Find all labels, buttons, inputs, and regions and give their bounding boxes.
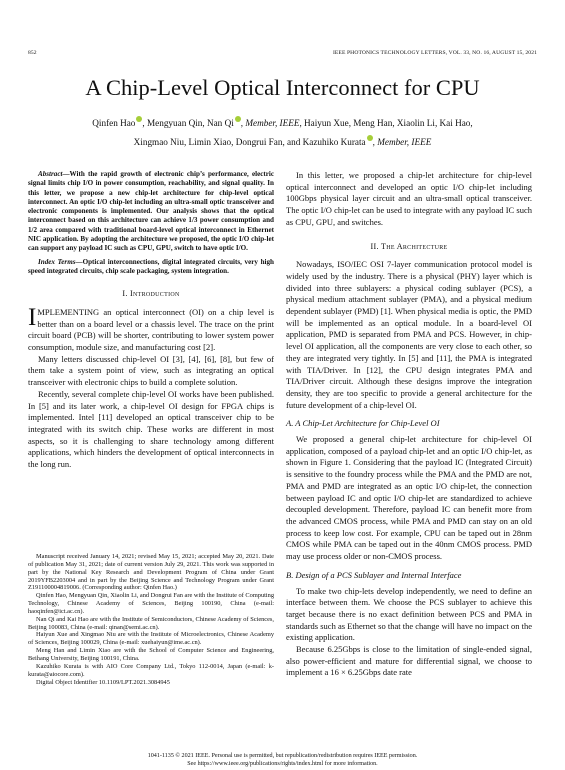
- intro-paragraph-1: [28, 303, 274, 354]
- architecture-paragraph-1: Nowadays, ISO/IEC OSI 7-layer communication protocol model is widely used by the industry. There is a physical (PHY) layer which is divided into three sublayers: a physical coding sublayer (PCS), a physical medium attachment sublayer (PMA), and a physical medium dependent sublayer (PMD) [1]. When physical media is optic, the PMD will be implemented as an optical module. In a board-level OI application, PMD is separated from PMA and PCS. However, in chip-level OI application, all the components are very close to each other, so they are integrated very tightly. In [5] and [11], the PMA is integrated with TIA/Driver. In [12], the CPU design integrates PMA and TIA/Driver circuit. Although these designs improve the integration density, they are too specific to provide a general architecture for the future development of a chip-level OI.: [286, 259, 532, 410]
- abstract-label: Abstract: [38, 170, 63, 178]
- page-number: 852: [28, 50, 37, 56]
- journal-header: IEEE PHOTONICS TECHNOLOGY LETTERS, VOL. 33, NO. 16, AUGUST 15, 2021: [332, 50, 537, 56]
- footnote-doi: Digital Object Identifier 10.1109/LPT.2021.3084945: [36, 678, 170, 686]
- subsection-a-paragraph: We proposed a general chip-let architecture for chip-level OI application, composed of a payload chip-let and an optic I/O chip-let, as shown in Figure 1. Considering that the payload IC (Integrated Circuit) is sensitive to the foundry process while the PMA and the PMD are not, PMA and PMD are integrated as an optic I/O chip-let, the connection between payload IC and optic I/O chip-let are standardized to achieve decoupled development. Therefore, payload IC can benefit more from the advanced CMOS process, while PMA and PMD can stay on an old process to keep low cost. For example, CPU can be taped out in 28nm CMOS while PMA can be taped out in the 40nm CMOS process. PMD may use process older or non-CMOS process.: [286, 434, 532, 562]
- subsection-b-paragraph-2: Because 6.25Gbps is close to the limitation of single-ended signal, also power-efficient and mature for differential signal, we choose to implement a 16 × 6.25Gbps date rate: [286, 644, 532, 678]
- index-terms-label: Index Terms: [38, 257, 76, 266]
- intro-paragraph-2: Many letters discussed chip-level OI [3], [4], [6], [8], but few of them take a system point of view, such as integrating an optical transceiver with electronic chips to build a complete solution.: [28, 353, 274, 388]
- author-list: [40, 114, 525, 152]
- footnote-affiliation: Meng Han and Limin Xiao are with the School of Computer Science and Engineering, Beihang University, Beijing 100191, China.: [28, 647, 274, 662]
- index-terms-text: —Optical interconnections, digital integrated circuits, very high speed integrated circuits, chip scale packaging, system integration.: [28, 257, 274, 275]
- footnote-affiliation: Nan Qi and Kai Hao are with the Institute of Semiconductors, Chinese Academy of Sciences, Beijing 100083, China (e-mail: qinan@semi.ac.cn).: [28, 615, 274, 631]
- author-name: , Mengyuan Qin, Nan Qi: [142, 118, 234, 128]
- author-name: Xingmao Niu, Limin Xiao, Dongrui Fan, and Kazuhiko Kurata: [133, 137, 366, 147]
- author-membership: , Member, IEEE: [372, 137, 432, 147]
- intro-paragraph-3: Recently, several complete chip-level OI works have been published. In [5] and its later work, a chip-level OI design for FPGA chips is implemented. Intel [11] developed an optical transceiver chip to be integrated with its switch chip. These works are different in most aspects, so it is challenging to share technology among different applications, which hinders the development of optical interconnects in the long run.: [28, 388, 274, 470]
- section-heading-introduction: I. Introduction: [122, 289, 180, 299]
- section-heading-architecture: II. The Architecture: [370, 241, 448, 251]
- intro-paragraph-4: In this letter, we proposed a chip-let architecture for chip-level optical interconnect and developed an optic I/O chip-let including 100Gbps physical layer circuit and an ultra-small optical transceiver. The optic I/O chip-let can be used to integrate with any payload IC such as CPU, GPU, and switches.: [286, 170, 532, 227]
- abstract-text: —With the rapid growth of electronic chip’s performance, electric signal limits chip I/O in power consumption, reachability, and signal quality. In this letter, we propose a new chip-let architecture for chip-level optical interconnect. An optic I/O chip-let including an ultra-small optic transceiver and electronic components is implemented. Our analysis shows that the optical interconnect based on this architecture can achieve 1/3 power consumption and 1/2 area compared with traditional board-level optical interconnect in Ethernet NIC application. By adopting the architecture we proposed, the optic I/O chip-let can support any payload IC such as CPU, GPU, switch to have optic I/O.: [28, 170, 274, 253]
- author-name: , Haiyun Xue, Meng Han, Xiaolin Li, Kai Hao,: [299, 118, 473, 128]
- left-column: [28, 170, 274, 471]
- rights-link[interactable]: See https://www.ieee.org/publications/rights/index.html for more information.: [187, 761, 378, 767]
- author-name: Qinfen Hao: [92, 118, 136, 128]
- footnote-affiliation: Haiyun Xue and Xingmao Niu are with the Institute of Microelectronics, Chinese Academy of Sciences, Beijing 100029, China (e-mail: xuehaiyun@ime.ac.cn).: [28, 631, 274, 647]
- paragraph-text: MPLEMENTING an optical interconnect (OI) on a chip level is better than on a board level or a chassis level. The trace on the print circuit board (PCB) will be shorter, contributing to lower system power consumption, module size, and manufacturing cost [2].: [28, 306, 274, 353]
- copyright-footer: [0, 752, 565, 768]
- right-column: [286, 170, 532, 679]
- footnote-affiliation: Kazuhiko Kurata is with AIO Core Company Ltd., Tokyo 112-0014, Japan (e-mail: k-kurata@aiocore.com).: [28, 662, 274, 678]
- footnotes: [28, 553, 274, 686]
- paper-title: A Chip-Level Optical Interconnect for CPU: [85, 75, 480, 100]
- running-header: [28, 50, 537, 60]
- drop-cap: I: [28, 303, 37, 331]
- footnote-manuscript: Manuscript received January 14, 2021; revised May 15, 2021; accepted May 20, 2021. Date of publication May 31, 2021; date of current version July 29, 2021. This work was supported in part by the National Key Research and Development Program of China under Grant 2019YFB2203004 and in part by the Beijing Science and Technology Program under Grant Z191100004819006. (Corresponding author: Qinfen Hao.): [28, 553, 274, 592]
- subsection-b-paragraph-1: To make two chip-lets develop independently, we need to define an interface between them. We choose the PCS sublayer to achieve this target because there is no exact definition between PCS and PMA in standards such as Ethernet so that the change will have no impact on the existing application.: [286, 585, 532, 643]
- footnote-affiliation: Qinfen Hao, Mengyuan Qin, Xiaolin Li, and Dongrui Fan are with the Institute of Computing Technology, Chinese Academy of Sciences, Beijing 100190, China (e-mail: haoqinfen@ict.ac.cn).: [28, 592, 274, 615]
- subsection-heading-a: A. A Chip-Let Architecture for Chip-Level OI: [286, 418, 440, 429]
- abstract: [28, 170, 274, 254]
- index-terms: [28, 258, 274, 277]
- author-line-1: [40, 114, 525, 133]
- copyright-line: 1041-1135 © 2021 IEEE. Personal use is permitted, but republication/redistribution requires IEEE permission.: [147, 753, 418, 759]
- author-membership: , Member, IEEE: [240, 118, 300, 128]
- subsection-heading-b: B. Design of a PCS Sublayer and Internal Interface: [286, 569, 462, 580]
- author-line-2: [40, 133, 525, 152]
